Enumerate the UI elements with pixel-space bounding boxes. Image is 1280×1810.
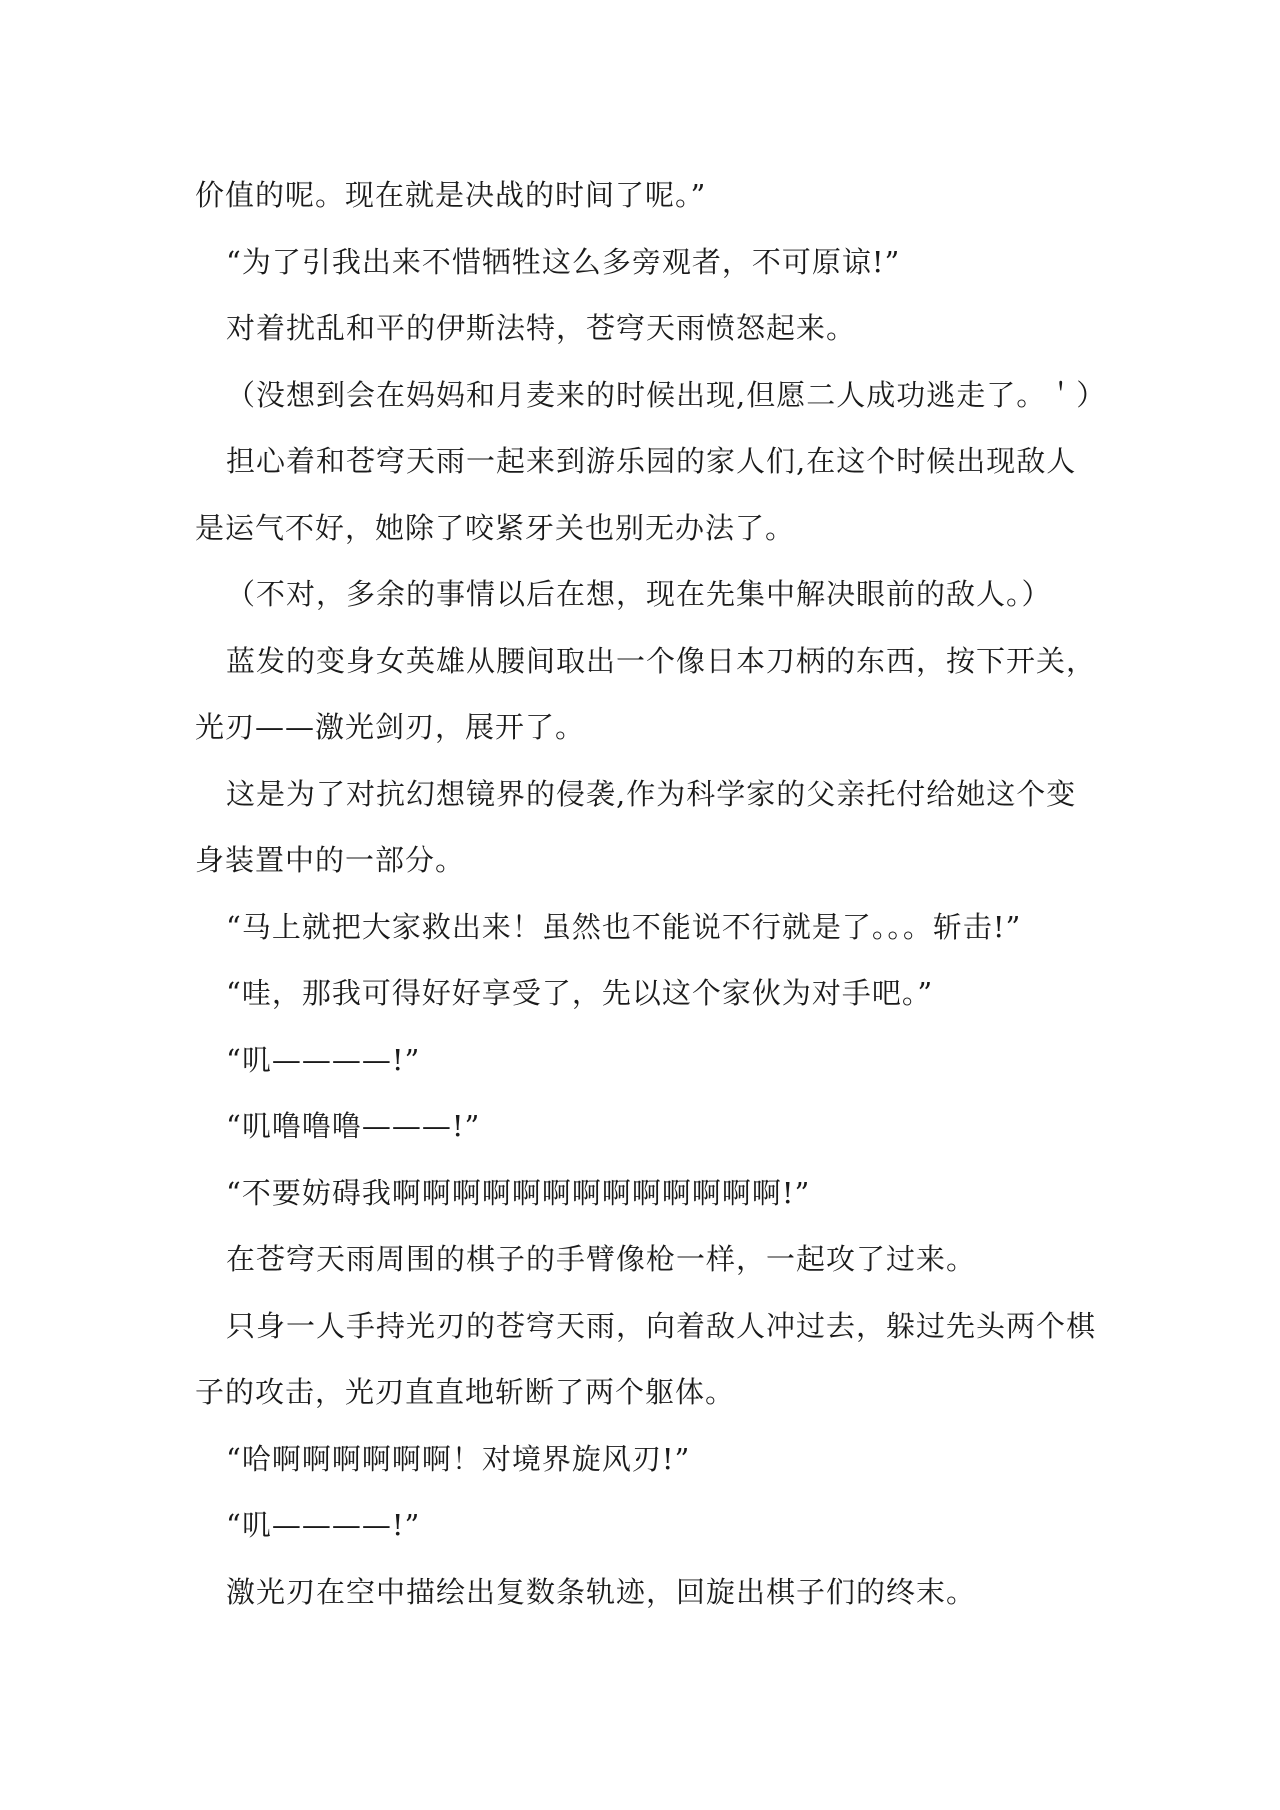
text-line: 光刃——激光剑刃，展开了。 bbox=[195, 710, 586, 744]
text-line: “不要妨碍我啊啊啊啊啊啊啊啊啊啊啊啊啊!” bbox=[226, 1175, 811, 1210]
text-line: 只身一人手持光刃的苍穹天雨，向着敌人冲过去，躲过先头两个棋 bbox=[226, 1308, 1097, 1343]
text-line: 身装置中的一部分。 bbox=[195, 843, 466, 877]
text-line: “叽————!” bbox=[226, 1508, 421, 1542]
text-line: 价值的呢。现在就是决战的时间了呢。” bbox=[195, 178, 707, 212]
novel-text-body bbox=[195, 162, 1107, 1625]
text-line: 蓝发的变身女英雄从腰间取出一个像日本刀柄的东西，按下开关， bbox=[226, 643, 1097, 678]
text-line: （没想到会在妈妈和月麦来的时候出现,但愿二人成功逃走了。＇） bbox=[226, 377, 1107, 412]
text-line: “叽————!” bbox=[226, 1042, 421, 1077]
text-line: 是运气不好，她除了咬紧牙关也别无办法了。 bbox=[195, 510, 796, 545]
text-line: 担心着和苍穹天雨一起来到游乐园的家人们,在这个时候出现敌人 bbox=[226, 444, 1077, 478]
text-line: “哇，那我可得好好享受了，先以这个家伙为对手吧。” bbox=[226, 976, 934, 1010]
text-line: “为了引我出来不惜牺牲这么多旁观者，不可原谅!” bbox=[226, 244, 901, 279]
text-line: “马上就把大家救出来！虽然也不能说不行就是了。。。斩击!” bbox=[226, 909, 1022, 944]
text-line: 子的攻击，光刃直直地斩断了两个躯体。 bbox=[195, 1375, 736, 1409]
text-line: 激光刃在空中描绘出复数条轨迹，回旋出棋子们的终末。 bbox=[226, 1574, 977, 1609]
text-line: “哈啊啊啊啊啊啊！对境界旋风刃!” bbox=[226, 1441, 691, 1476]
text-line: 对着扰乱和平的伊斯法特，苍穹天雨愤怒起来。 bbox=[226, 311, 857, 345]
text-line: “叽噜噜噜———!” bbox=[226, 1109, 481, 1143]
text-line: 在苍穹天雨周围的棋子的手臂像枪一样，一起攻了过来。 bbox=[226, 1242, 977, 1276]
text-line: 这是为了对抗幻想镜界的侵袭,作为科学家的父亲托付给她这个变 bbox=[226, 776, 1077, 811]
text-line: （不对，多余的事情以后在想，现在先集中解决眼前的敌人。） bbox=[226, 577, 1052, 611]
